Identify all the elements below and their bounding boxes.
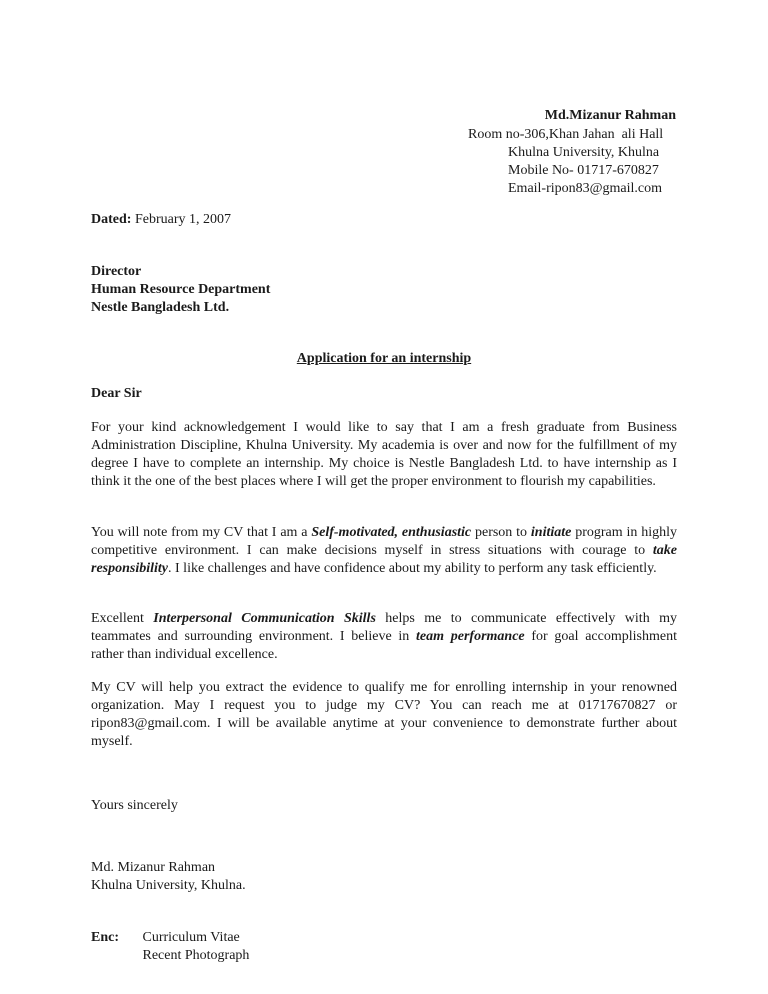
letter-subject: Application for an internship xyxy=(296,351,472,366)
sender-mobile: Mobile No- 01717-670827 xyxy=(508,163,659,178)
text-run: You will note from my CV that I am a xyxy=(91,525,312,540)
letter-date xyxy=(91,211,231,229)
signature-affiliation: Khulna University, Khulna. xyxy=(91,878,246,893)
salutation: Dear Sir xyxy=(91,386,142,401)
emphasis-text: initiate xyxy=(530,525,572,540)
text-run: . I like challenges and have confidence about my ability to perform any task efficiently. xyxy=(168,561,657,576)
recipient-title: Director xyxy=(91,264,142,279)
emphasis-text: Self-motivated, enthusiastic xyxy=(311,525,472,540)
text-run: Excellent xyxy=(91,611,154,626)
body-paragraph-2 xyxy=(91,524,677,578)
recipient-department: Human Resource Department xyxy=(91,282,271,297)
enclosures-list xyxy=(143,929,250,965)
text-run: helps me to communicate effectively with my teammates and surrounding environment. I believe in xyxy=(91,611,677,644)
sender-address-line1: Room no-306,Khan Jahan ali Hall xyxy=(468,127,664,142)
body-paragraph-1: For your kind acknowledgement I would like to say that I am a fresh graduate from Business Administration Discipline, Khulna University. My academia is over and now for the fulfillment of my degree I have to complete an internship. My choice is Nestle Bangladesh Ltd. to have internship as I think it the one of the best places where I will get the proper environment to flourish my capabilities. xyxy=(91,420,677,489)
text-run: for goal accomplishment rather than individual excellence. xyxy=(91,629,677,662)
recipient-block xyxy=(91,263,270,317)
enclosure-item: Curriculum Vitae xyxy=(142,930,240,945)
sender-address-block xyxy=(468,107,678,198)
date-label: Dated: xyxy=(91,212,132,227)
date-value: February 1, 2007 xyxy=(134,212,231,227)
sender-address-line2: Khulna University, Khulna xyxy=(508,145,660,160)
text-run: program in highly competitive environment. I can make decisions myself in stress situations with courage to xyxy=(91,525,677,558)
recipient-company: Nestle Bangladesh Ltd. xyxy=(91,300,230,315)
text-run: person to xyxy=(471,525,531,540)
signature-name: Md. Mizanur Rahman xyxy=(91,860,216,875)
sender-name: Md.Mizanur Rahman xyxy=(544,108,676,123)
body-paragraph-4: My CV will help you extract the evidence to qualify me for enrolling internship in your renowned organization. May I request you to judge my CV? You can reach me at 01717670827 or ripon83@gmail.com. I will be available anytime at your convenience to demonstrate further about myself. xyxy=(91,680,677,749)
signature-block xyxy=(91,859,246,895)
body-paragraph-3 xyxy=(91,610,677,664)
sender-email: Email-ripon83@gmail.com xyxy=(508,181,663,196)
emphasis-text: take responsibility xyxy=(91,543,677,576)
enclosures xyxy=(91,929,249,965)
enclosure-item: Recent Photograph xyxy=(142,948,250,963)
enclosures-label: Enc: xyxy=(91,930,119,945)
emphasis-text: Interpersonal Communication Skills xyxy=(153,611,376,626)
closing: Yours sincerely xyxy=(91,798,178,813)
emphasis-text: team performance xyxy=(416,629,525,644)
